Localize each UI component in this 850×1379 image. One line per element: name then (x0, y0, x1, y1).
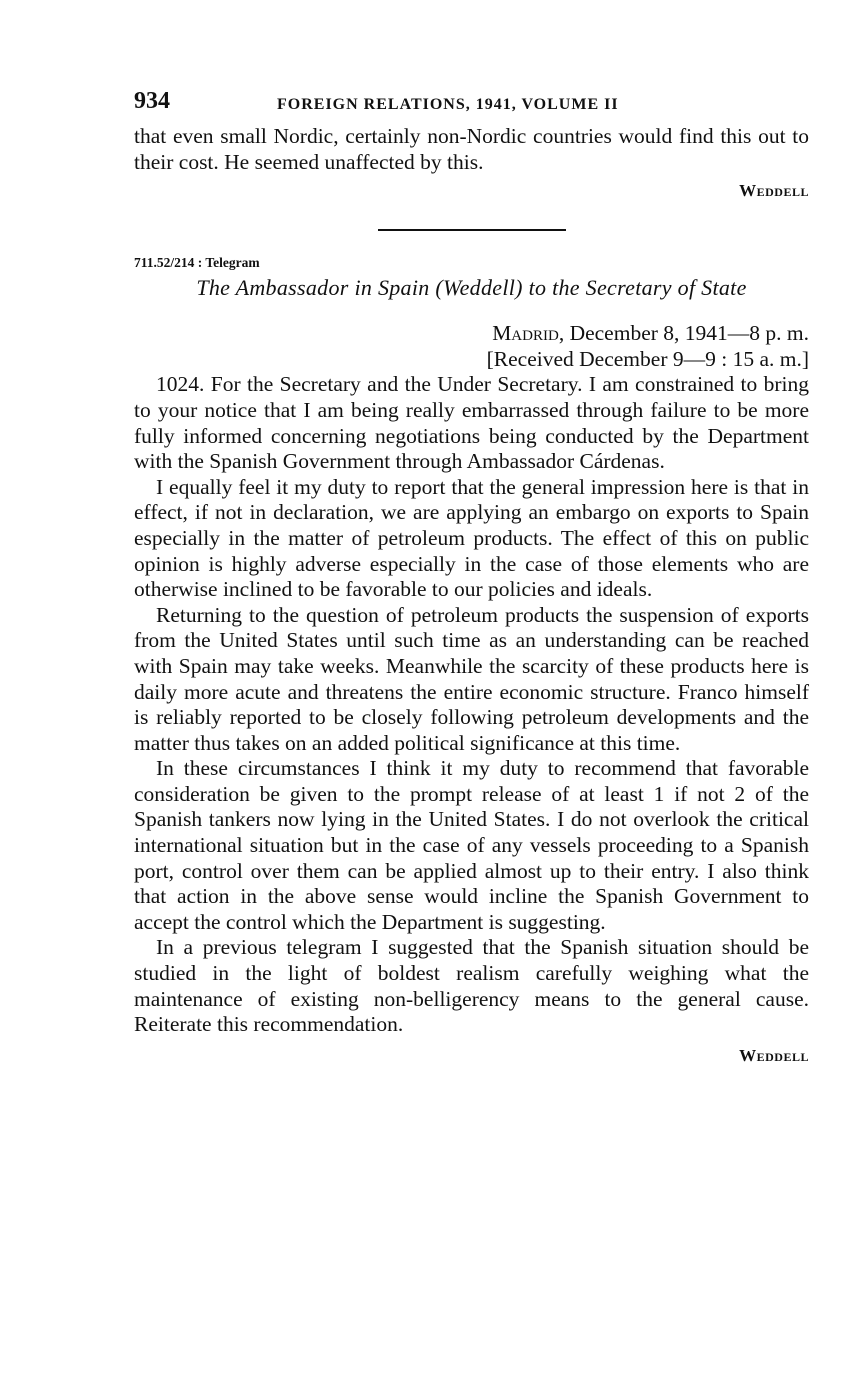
page-header (134, 88, 809, 124)
body-paragraph: In these circumstances I think it my duty to recommend that favorable consideration be given to the prompt release of at least 1 if not 2 of the Spanish tankers now lying in the United States. I do not overlook the critical international situation but in the case of any vessels proceeding to a Spanish port, control over them can be applied almost up to their entry. I also think that action in the above sense would incline the Spanish Government to accept the control which the Department is suggesting. (134, 756, 809, 934)
body-paragraph: 1024. For the Secretary and the Under Secretary. I am constrained to bring to your notice that I am being really embarrassed through failure to be more fully informed concerning negotiations being conducted by the Department with the Spanish Government through Ambassador Cárdenas. (134, 372, 809, 474)
received-line: [Received December 9—9 : 15 a. m.] (486, 346, 809, 371)
body-paragraph: In a previous telegram I suggested that the Spanish situation should be studied in the light of boldest realism carefully weighing what the maintenance of existing non-belligerency means to the general cause. Reiterate this recommendation. (134, 935, 809, 1037)
document-page (134, 88, 809, 1066)
file-reference: 711.52/214 : Telegram (134, 255, 260, 271)
dateline-place: Madrid (492, 321, 559, 346)
section-divider (378, 229, 566, 231)
body-paragraph: I equally feel it my duty to report that the general impression here is that in effect, if not in declaration, we are applying an embargo on exports to Spain especially in the matter of petroleum products. The effect of this on public opinion is highly adverse especially in the case of those elements who are otherwise inclined to be favorable to our policies and ideals. (134, 474, 809, 602)
document-title: The Ambassador in Spain (Weddell) to the Secretary of State (196, 275, 747, 301)
page-number: 934 (134, 88, 170, 114)
dateline (134, 321, 809, 347)
body-paragraph: Returning to the question of petroleum products the suspension of exports from the United States until such time as an understanding can be reached with Spain may take weeks. Meanwhile the scarcity of these products here is daily more acute and threatens the entire economic structure. Franco himself is reliably reported to be closely following petroleum developments and the matter thus takes on an added political significance at this time. (134, 602, 809, 755)
telegram-signature: Weddell (739, 1045, 809, 1065)
continuation-paragraph: that even small Nordic, certainly non-Nordic countries would find this out to their cost. He seemed unaffected by this. (134, 124, 809, 174)
continuation-signature: Weddell (739, 181, 809, 201)
running-head: FOREIGN RELATIONS, 1941, VOLUME II (277, 96, 619, 113)
dateline-date: , December 8, 1941—8 p. m. (558, 321, 809, 346)
telegram-body (134, 372, 809, 1037)
